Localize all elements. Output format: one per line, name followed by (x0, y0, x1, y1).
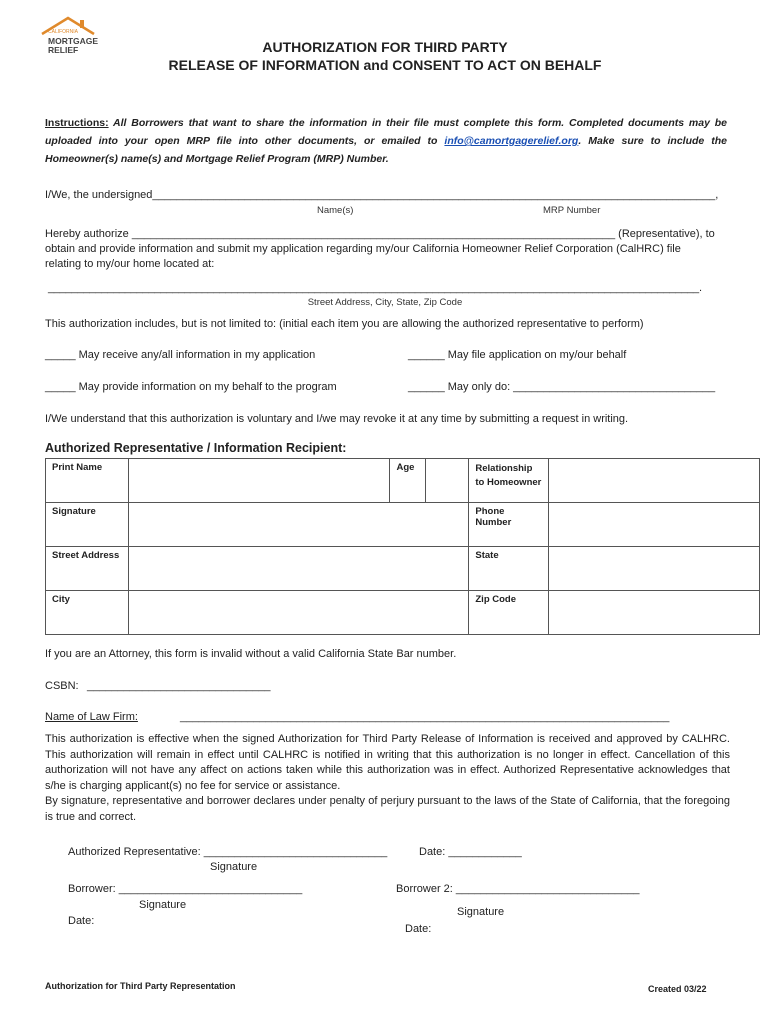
names-caption: Name(s) (317, 205, 354, 216)
option-receive-info[interactable]: _____ May receive any/all information in my application (45, 349, 316, 361)
authorize-text-3: relating to my/our home located at: (45, 258, 215, 270)
voluntary-text: I/We understand that this authorization is voluntary and I/we may revoke it at any time by submitting a request in writing. (45, 413, 629, 425)
phone-field[interactable] (549, 503, 760, 547)
borrower2-signature-line[interactable]: Borrower 2: ______________________________ (396, 883, 640, 895)
address-caption: Street Address, City, State, Zip Code (307, 297, 463, 308)
address-line[interactable]: ______________________________________________________________________________________________________________. (48, 282, 702, 294)
rep-table (45, 458, 760, 635)
borrower-signature-caption: Signature (139, 899, 187, 911)
undersigned-line[interactable]: I/We, the undersigned____________________________________________________________________________________________, (45, 189, 719, 201)
page-title: AUTHORIZATION FOR THIRD PARTY RELEASE OF INFORMATION and CONSENT TO ACT ON BEHALF (168, 39, 602, 73)
zip-label: Zip Code (469, 591, 549, 635)
effective-paragraph: This authorization is effective when the signed Authorization for Third Party Release of Information is received and approved by CALHRC. This authorization will remain in effect until CALHRC is notified in writing that this authorization is no longer in effect. Cancellation of this authorization will not have any affect on actions taken while this authorization was in effect. Authorized Representative acknowledges that s/he is charging applicant(s) no fee for service or assistance. By signature, representative and borrower declares under penalty of perjury pursuant to the laws of the State of California, that the foregoing is true and correct. (45, 733, 730, 823)
law-firm-label: Name of Law Firm: (45, 711, 138, 723)
signature-label: Signature (46, 503, 129, 547)
borrower-date[interactable]: Date: (68, 915, 95, 927)
option-file-application[interactable]: ______ May file application on my/our behalf (408, 349, 627, 361)
city-label: City (46, 591, 129, 635)
relationship-field[interactable] (549, 459, 760, 503)
includes-text: This authorization includes, but is not limited to: (initial each item you are allowing the authorized representative to perform) (45, 318, 644, 330)
logo-text: CALIFORNIA MORTGAGE RELIEF (48, 29, 99, 55)
state-label: State (469, 547, 549, 591)
law-firm-field[interactable]: ________________________________________________________________________________ (180, 711, 670, 723)
footer-created: Created 03/22 (648, 984, 707, 994)
print-name-field[interactable] (128, 459, 390, 503)
city-field[interactable] (128, 591, 468, 635)
instructions: Instructions: All Borrowers that want to share the information in their file must complete this form. Completed documents may be uploaded into your open MRP file into other documents, or emailed to info@camortgagerelief.org. Make sure to include the Homeowner(s) name(s) and Mortgage Relief Program (MRP) Number. (45, 117, 727, 165)
email-link[interactable]: info@camortgagerelief.org (444, 135, 579, 147)
option-provide-info[interactable]: _____ May provide information on my behalf to the program (45, 381, 337, 393)
phone-label: Phone Number (469, 503, 549, 547)
authorize-text-2: obtain and provide information and submit my application regarding my/our California Homeowner Relief Corporation (CalHRC) file (45, 243, 681, 255)
rep-signature-caption: Signature (210, 861, 258, 873)
rep-date-line[interactable]: Date: ____________ (419, 846, 522, 858)
attorney-text: If you are an Attorney, this form is invalid without a valid California State Bar number. (45, 648, 457, 660)
rep-heading: Authorized Representative / Information Recipient: (45, 441, 347, 455)
relationship-label: Relationship to Homeowner (469, 459, 549, 503)
csbn-field[interactable]: ______________________________ (87, 680, 271, 692)
option-only-do[interactable]: ______ May only do: _________________________________ (408, 381, 716, 393)
signature-field[interactable] (128, 503, 468, 547)
csbn-label: CSBN: (45, 680, 79, 692)
zip-field[interactable] (549, 591, 760, 635)
street-label: Street Address (46, 547, 129, 591)
footer-title: Authorization for Third Party Representation (45, 981, 236, 991)
borrower2-date[interactable]: Date: (405, 923, 432, 935)
state-field[interactable] (549, 547, 760, 591)
street-field[interactable] (128, 547, 468, 591)
age-field[interactable] (426, 459, 469, 503)
print-name-label: Print Name (46, 459, 129, 503)
borrower-signature-line[interactable]: Borrower: ______________________________ (68, 883, 303, 895)
authorize-line[interactable]: Hereby authorize _______________________________________________________________________________ (Representative), to (45, 228, 715, 240)
borrower2-signature-caption: Signature (457, 906, 505, 918)
mrp-caption: MRP Number (543, 205, 601, 216)
rep-signature-line[interactable]: Authorized Representative: ______________________________ (68, 846, 388, 858)
age-label: Age (390, 459, 426, 503)
